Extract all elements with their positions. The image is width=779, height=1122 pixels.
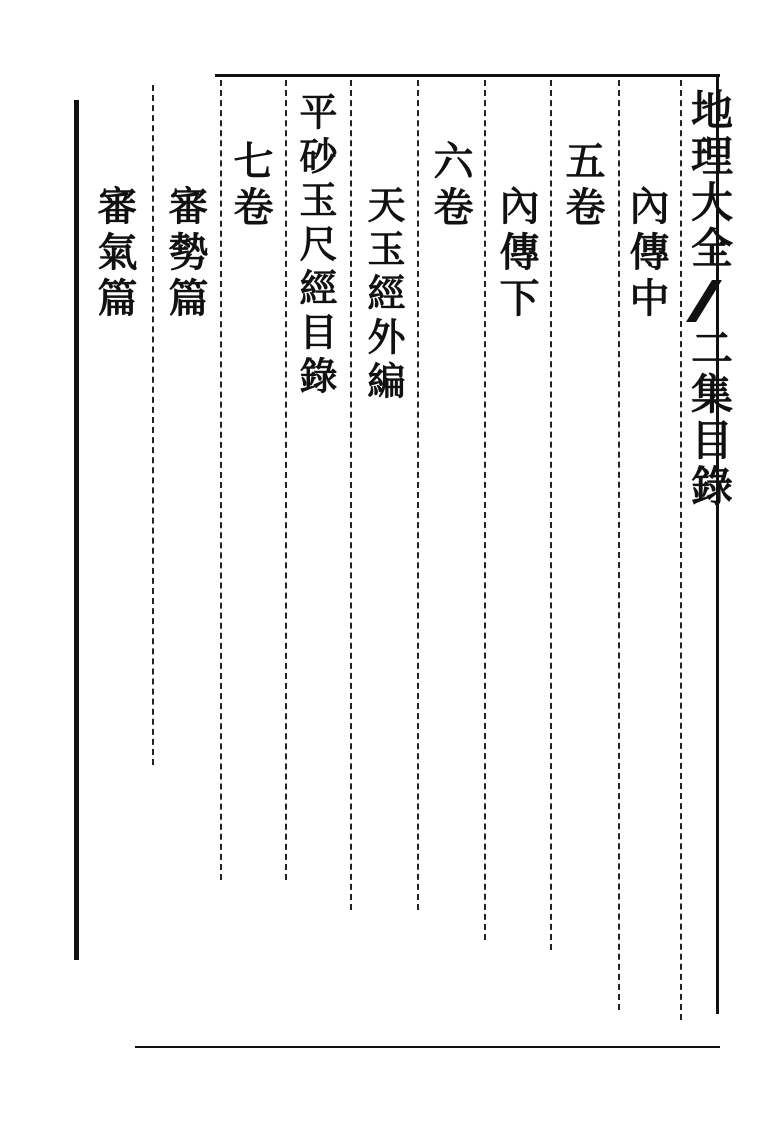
column-divider xyxy=(220,80,222,880)
column-divider xyxy=(152,85,154,765)
toc-entry: 六卷 xyxy=(427,140,474,232)
title-separator-mark xyxy=(686,280,722,322)
toc-entry: 五卷 xyxy=(559,140,606,232)
column-divider xyxy=(417,80,419,910)
column-divider xyxy=(680,80,682,1020)
left-border-rule xyxy=(74,100,79,960)
toc-entry: 平砂玉尺經目錄 xyxy=(293,92,338,400)
toc-entry: 內傳下 xyxy=(493,185,540,323)
column-divider xyxy=(285,80,287,880)
column-divider xyxy=(350,80,352,910)
toc-entry: 審氣篇 xyxy=(91,185,138,323)
toc-entry: 審勢篇 xyxy=(162,185,209,323)
column-divider xyxy=(550,80,552,950)
toc-entry: 七卷 xyxy=(227,140,274,232)
column-divider xyxy=(484,80,486,940)
bottom-border-rule xyxy=(135,1046,720,1048)
top-border-rule xyxy=(215,74,720,77)
book-title: 地理大全 xyxy=(685,88,734,272)
column-divider xyxy=(618,80,620,1010)
toc-entry: 內傳中 xyxy=(623,185,670,323)
toc-entry: 天玉經外編 xyxy=(361,185,406,405)
section-title: 二集目錄 xyxy=(685,326,734,510)
